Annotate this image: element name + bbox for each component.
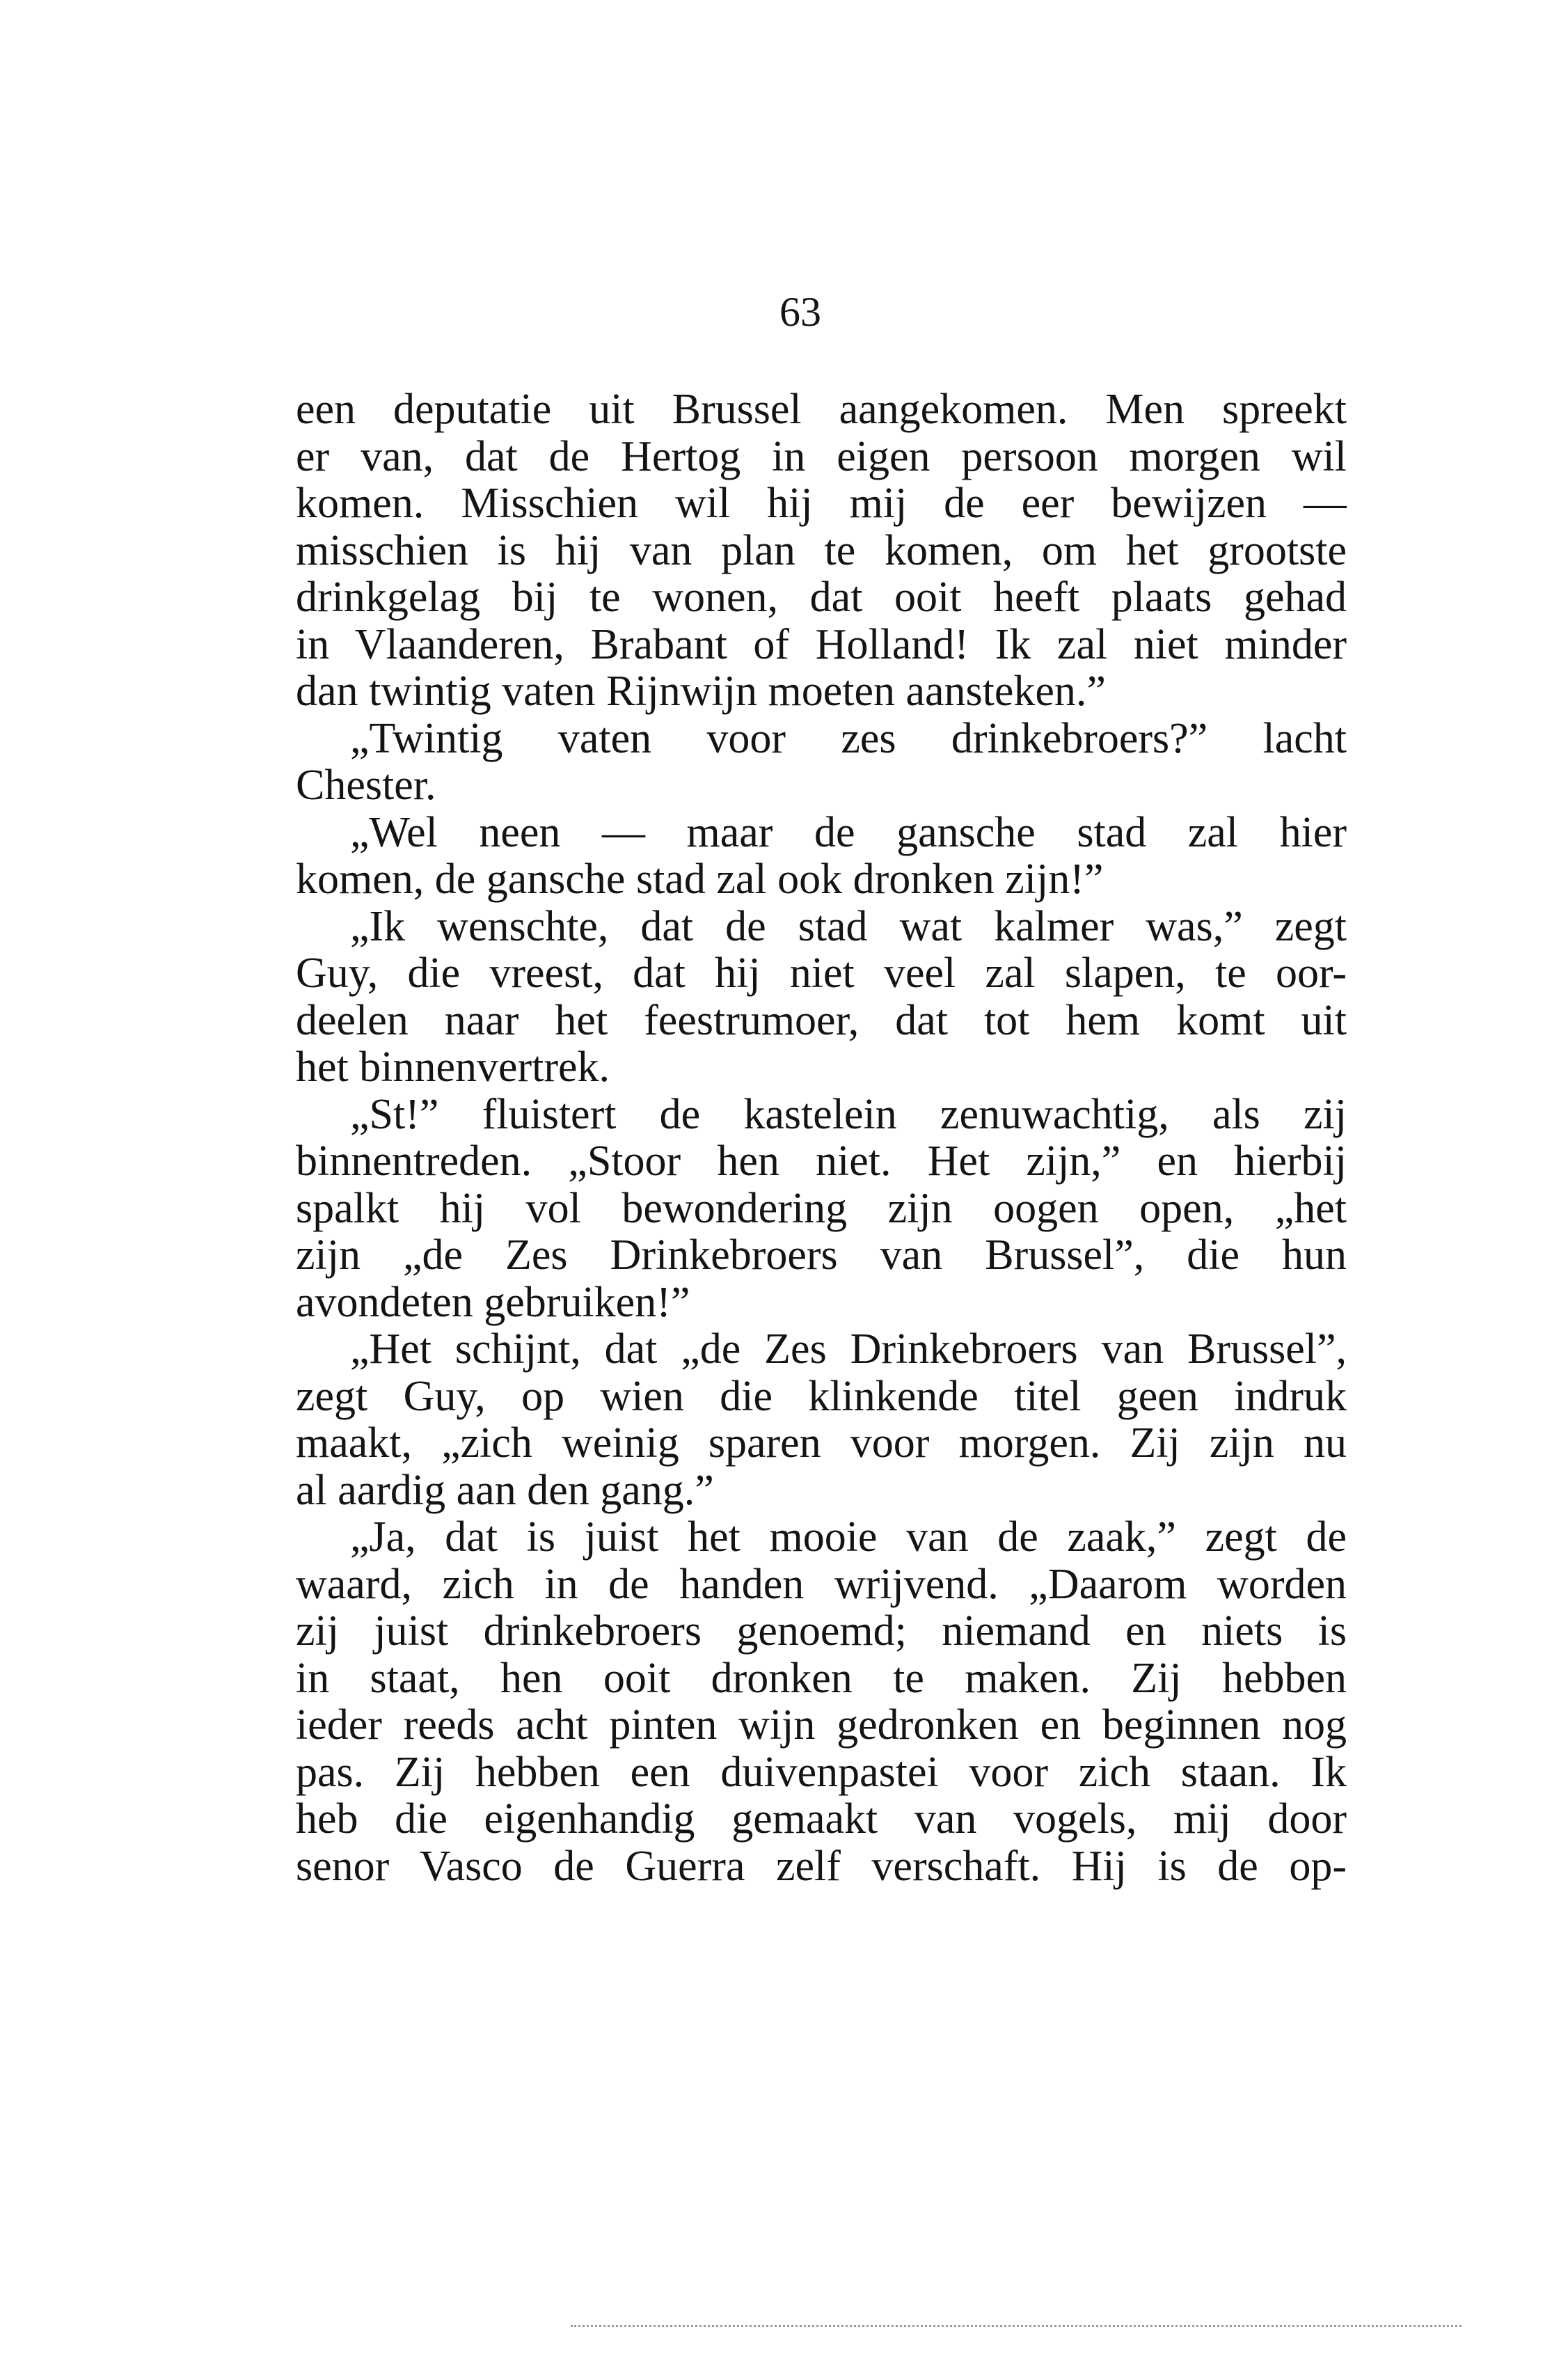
text-line: „Twintig vaten voor zes drinkebroers?” lacht xyxy=(350,715,1347,762)
text-line: dan twintig vaten Rijnwijn moeten aansteken.” xyxy=(296,668,1106,715)
page-body xyxy=(296,386,1347,1890)
text-line: waard, zich in de handen wrijvend. „Daarom worden xyxy=(296,1561,1347,1608)
text-line: „Ja, dat is juist het mooie van de zaak,” zegt de xyxy=(350,1514,1347,1561)
text-line: in staat, hen ooit dronken te maken. Zij hebben xyxy=(296,1655,1347,1702)
text-line: senor Vasco de Guerra zelf verschaft. Hij is de op- xyxy=(296,1843,1347,1890)
text-line: het binnenvertrek. xyxy=(296,1044,610,1091)
text-line: binnentreden. „Stoor hen niet. Het zijn,” en hierbij xyxy=(296,1138,1347,1185)
text-line: Guy, die vreest, dat hij niet veel zal slapen, te oor- xyxy=(296,950,1347,997)
text-line: avondeten gebruiken!” xyxy=(296,1279,690,1326)
text-line: spalkt hij vol bewondering zijn oogen open, „het xyxy=(296,1185,1347,1232)
text-line: zij juist drinkebroers genoemd; niemand en niets is xyxy=(296,1608,1347,1655)
text-line: Chester. xyxy=(296,762,436,809)
scan-edge-rule xyxy=(571,2325,1462,2327)
text-line: heb die eigenhandig gemaakt van vogels, mij door xyxy=(296,1796,1347,1843)
text-line: deelen naar het feestrumoer, dat tot hem komt uit xyxy=(296,997,1347,1044)
text-line: zijn „de Zes Drinkebroers van Brussel”, die hun xyxy=(296,1232,1347,1279)
text-line: „St!” fluistert de kastelein zenuwachtig, als zij xyxy=(350,1091,1347,1138)
text-line: in Vlaanderen, Brabant of Holland! Ik zal niet minder xyxy=(296,621,1347,668)
text-line: al aardig aan den gang.” xyxy=(296,1467,714,1514)
text-line: maakt, „zich weinig sparen voor morgen. Zij zijn nu xyxy=(296,1420,1347,1467)
text-line: „Ik wenschte, dat de stad wat kalmer was,” zegt xyxy=(350,903,1347,950)
text-line: drinkgelag bij te wonen, dat ooit heeft plaats gehad xyxy=(296,574,1347,621)
text-line: „Wel neen — maar de gansche stad zal hier xyxy=(350,809,1347,856)
text-line: pas. Zij hebben een duivenpastei voor zich staan. Ik xyxy=(296,1749,1347,1796)
page-number: 63 xyxy=(779,289,821,335)
text-line: misschien is hij van plan te komen, om het grootste xyxy=(296,527,1347,574)
text-line: ieder reeds acht pinten wijn gedronken en beginnen nog xyxy=(296,1702,1347,1749)
text-line: een deputatie uit Brussel aangekomen. Men spreekt xyxy=(296,386,1347,433)
text-line: zegt Guy, op wien die klinkende titel geen indruk xyxy=(296,1373,1347,1420)
text-line: komen. Misschien wil hij mij de eer bewijzen — xyxy=(296,480,1347,527)
text-line: komen, de gansche stad zal ook dronken zijn!” xyxy=(296,856,1104,903)
text-line: „Het schijnt, dat „de Zes Drinkebroers van Brussel”, xyxy=(350,1326,1347,1373)
text-line: er van, dat de Hertog in eigen persoon morgen wil xyxy=(296,433,1347,480)
